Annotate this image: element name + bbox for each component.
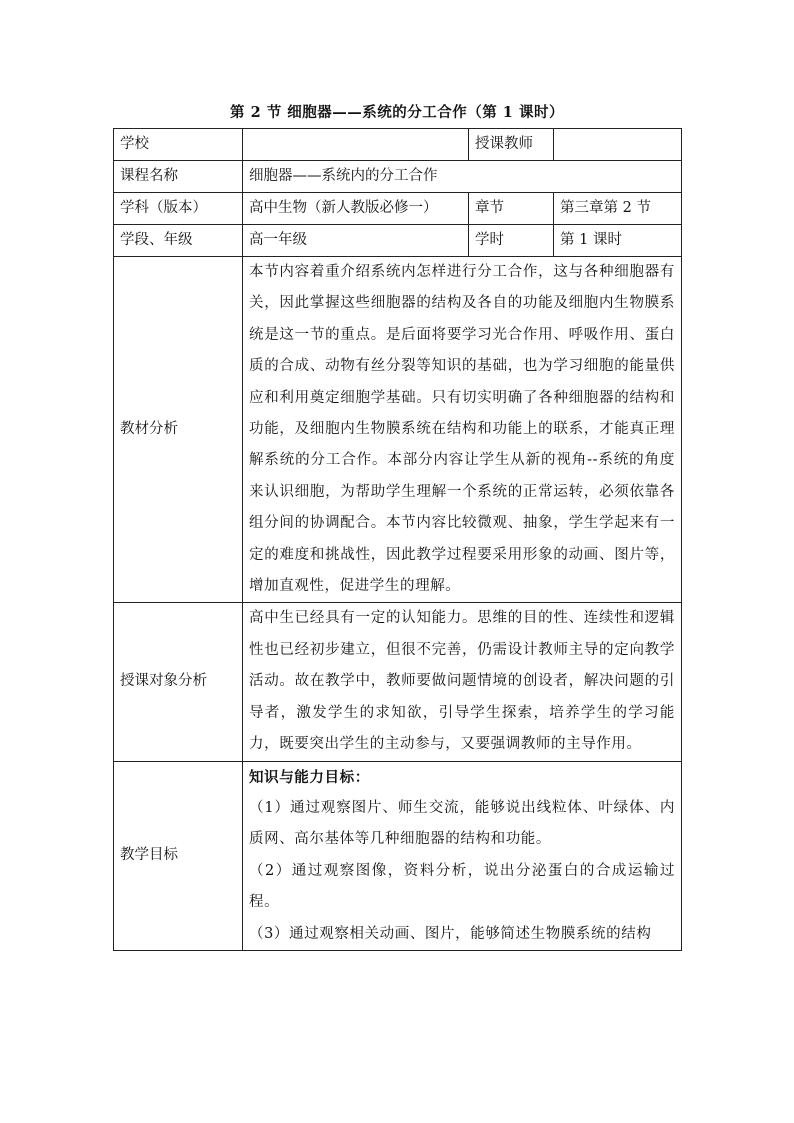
subject-value: 高中生物（新人教版必修一） bbox=[243, 193, 469, 225]
students-label: 授课对象分析 bbox=[114, 603, 243, 761]
row-course bbox=[114, 161, 682, 193]
document-title: 第 2 节 细胞器——系统的分工合作（第 1 课时） bbox=[230, 104, 564, 121]
course-value: 细胞器——系统内的分工合作 bbox=[243, 161, 682, 193]
goal-item: （3）通过观察相关动画、图片，能够简述生物膜系统的结构 bbox=[249, 925, 652, 942]
teacher-label: 授课教师 bbox=[469, 129, 554, 161]
goals-heading: 知识与能力目标： bbox=[249, 768, 370, 786]
grade-value: 高一年级 bbox=[243, 225, 469, 257]
material-cell bbox=[243, 257, 682, 603]
chapter-label: 章节 bbox=[469, 193, 554, 225]
students-cell bbox=[243, 603, 682, 761]
school-label: 学校 bbox=[114, 129, 243, 161]
row-subject bbox=[114, 193, 682, 225]
school-value bbox=[243, 129, 469, 161]
goal-item: （1）通过观察图片、师生交流，能够说出线粒体、叶绿体、内质网、高尔基体等几种细胞器的结构和功能。 bbox=[249, 799, 675, 848]
row-goals bbox=[114, 761, 682, 950]
row-material bbox=[114, 257, 682, 603]
teacher-value bbox=[554, 129, 682, 161]
material-label: 教材分析 bbox=[114, 257, 243, 603]
grade-label: 学段、年级 bbox=[114, 225, 243, 257]
hours-value: 第 1 课时 bbox=[554, 225, 682, 257]
chapter-value: 第三章第 2 节 bbox=[554, 193, 682, 225]
course-label: 课程名称 bbox=[114, 161, 243, 193]
goals-cell bbox=[243, 761, 682, 950]
goal-item: （2）通过观察图像，资料分析，说出分泌蛋白的合成运输过程。 bbox=[249, 862, 675, 911]
subject-label: 学科（版本） bbox=[114, 193, 243, 225]
goals-label: 教学目标 bbox=[114, 761, 243, 950]
material-text: 本节内容着重介绍系统内怎样进行分工合作，这与各种细胞器有关，因此掌握这些细胞器的结构及各自的功能及细胞内生物膜系统是这一节的重点。是后面将要学习光合作用、呼吸作用、蛋白质的合成、动物有丝分裂等知识的基础，也为学习细胞的能量供应和利用奠定细胞学基础。只有切实明确了各种细胞器的结构和功能，及细胞内生物膜系统在结构和功能上的联系，才能真正理解系统的分工合作。本部分内容让学生从新的视角--系统的角度来认识细胞，为帮助学生理解一个系统的正常运转，必须依靠各组分间的协调配合。本节内容比较微观、抽象，学生学起来有一定的难度和挑战性，因此教学过程要采用形象的动画、图片等，增加直观性，促进学生的理解。 bbox=[249, 264, 675, 595]
row-grade bbox=[114, 225, 682, 257]
row-school bbox=[114, 129, 682, 161]
lesson-plan-table bbox=[113, 128, 682, 951]
hours-label: 学时 bbox=[469, 225, 554, 257]
students-text: 高中生已经具有一定的认知能力。思维的目的性、连续性和逻辑性也已经初步建立，但很不完善，仍需设计教师主导的定向教学活动。故在教学中，教师要做问题情境的创设者，解决问题的引导者，激发学生的求知欲，引导学生探索，培养学生的学习能力，既要突出学生的主动参与，又要强调教师的主导作用。 bbox=[249, 610, 675, 753]
row-students bbox=[114, 603, 682, 761]
